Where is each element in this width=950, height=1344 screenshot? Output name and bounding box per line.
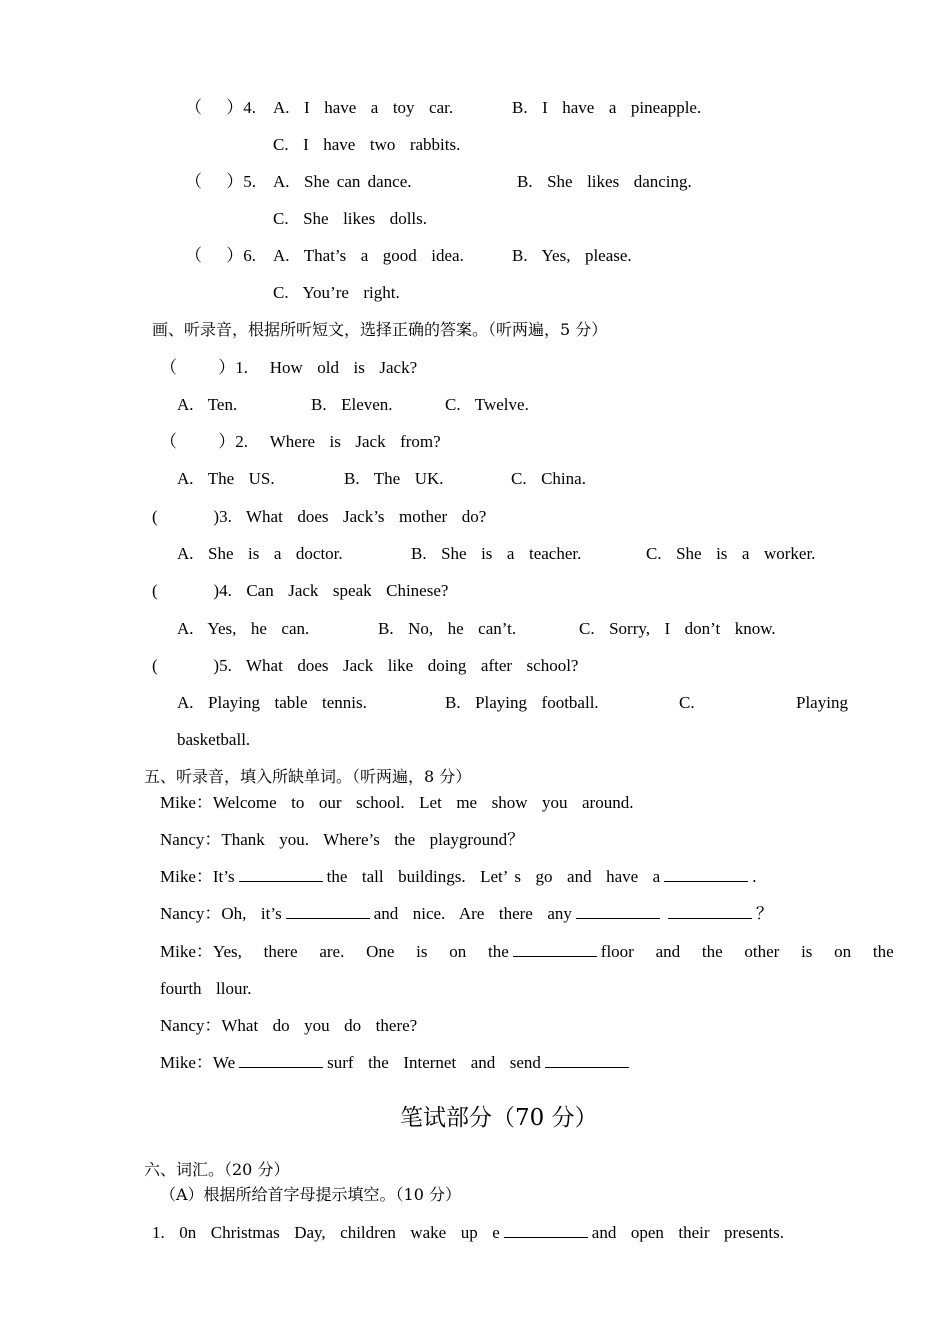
dialog-line-2: Nancy：Thank you. Where’s the playground？ <box>160 830 525 849</box>
q5-number: （ ）5. <box>185 172 256 191</box>
s4-q5-c-cont: basketball. <box>177 730 251 749</box>
s4-q4-b: B. No, he can’t. <box>378 619 517 638</box>
q6-option-b: B. Yes, please. <box>512 246 632 265</box>
s4-q5-b: B. Playing football. <box>445 693 599 712</box>
s4-q1-stem: （ ）1. How old is Jack? <box>160 358 418 377</box>
dialog-line-6: fourth llour. <box>160 979 252 998</box>
q5-option-c: C. She likes dolls. <box>273 209 428 228</box>
dialog-line-3-part2: the tall buildings. Let’ s go and have a <box>326 867 661 886</box>
s4-q3-b: B. She is a teacher. <box>411 544 582 563</box>
q4-number: （ ）4. <box>185 98 256 117</box>
s4-q3-c: C. She is a worker. <box>646 544 816 563</box>
s4-q5-c-word: Playing <box>796 693 848 712</box>
dialog-line-4-part3: ？ <box>755 904 773 923</box>
dialog-line-7: Nancy：What do you do there? <box>160 1016 418 1035</box>
section5-heading: 五、听录音，填入所缺单词。（听两遍，8 分） <box>144 767 472 786</box>
dialog-line-3 <box>160 866 756 888</box>
answer-blank[interactable] <box>576 904 660 919</box>
vocab-q1-part1: 1. 0n Christmas Day, children wake up e <box>152 1223 500 1242</box>
s4-q3-stem: ( )3. What does Jack’s mother do? <box>152 507 487 526</box>
answer-blank[interactable] <box>239 867 323 882</box>
section4-heading: 画、听录音，根据所听短文，选择正确的答案。（听两遍，5 分） <box>152 320 608 339</box>
q4-option-a: A. I have a toy car. <box>273 98 454 117</box>
s4-q2-c: C. China. <box>511 469 586 488</box>
section6-heading: 六、词汇。（20 分） <box>144 1160 290 1179</box>
s4-q2-a: A. The US. <box>177 469 275 488</box>
answer-blank[interactable] <box>664 867 748 882</box>
s4-q4-c: C. Sorry, I don’t know. <box>579 619 776 638</box>
dialog-line-8-part1: Mike：We <box>160 1053 236 1072</box>
s4-q2-stem: （ ）2. Where is Jack from? <box>160 432 441 451</box>
answer-blank[interactable] <box>513 942 597 957</box>
dialog-line-5 <box>160 941 894 963</box>
dialog-line-5-part1: Mike：Yes, there are. One is on the <box>160 942 509 961</box>
answer-blank[interactable] <box>286 904 370 919</box>
written-part-title: 笔试部分（70 分） <box>400 1105 598 1131</box>
s4-q4-a: A. Yes, he can. <box>177 619 310 638</box>
answer-blank[interactable] <box>504 1223 588 1238</box>
q5-option-a: A. She can dance. <box>273 172 412 191</box>
part-a-heading: （A）根据所给首字母提示填空。（10 分） <box>160 1185 462 1204</box>
dialog-line-3-part1: Mike：It’s <box>160 867 235 886</box>
answer-blank[interactable] <box>668 904 752 919</box>
q5-option-b: B. She likes dancing. <box>517 172 692 191</box>
answer-blank[interactable] <box>545 1053 629 1068</box>
q4-option-c: C. I have two rabbits. <box>273 135 461 154</box>
dialog-line-5-part2: floor and the other is on the <box>600 942 894 961</box>
dialog-line-3-part3: . <box>752 867 757 886</box>
s4-q5-a: A. Playing table tennis. <box>177 693 367 712</box>
s4-q5-c-letter: C. <box>679 693 695 712</box>
dialog-line-4-part2: and nice. Are there any <box>373 904 572 923</box>
s4-q5-stem: ( )5. What does Jack like doing after school? <box>152 656 579 675</box>
q6-option-a: A. That’s a good idea. <box>273 246 464 265</box>
q4-option-b: B. I have a pineapple. <box>512 98 702 117</box>
s4-q1-c: C. Twelve. <box>445 395 529 414</box>
q6-number: （ ）6. <box>185 246 256 265</box>
s4-q3-a: A. She is a doctor. <box>177 544 343 563</box>
q6-option-c: C. You’re right. <box>273 283 400 302</box>
dialog-line-8 <box>160 1052 633 1074</box>
s4-q1-b: B. Eleven. <box>311 395 393 414</box>
answer-blank[interactable] <box>239 1053 323 1068</box>
dialog-line-8-part2: surf the Internet and send <box>327 1053 541 1072</box>
s4-q2-b: B. The UK. <box>344 469 444 488</box>
dialog-line-4 <box>160 903 773 925</box>
dialog-line-4-part1: Nancy：Oh, it’s <box>160 904 282 923</box>
vocab-q1-part2: and open their presents. <box>591 1223 784 1242</box>
dialog-line-1: Mike：Welcome to our school. Let me show you around. <box>160 793 634 812</box>
s4-q4-stem: ( )4. Can Jack speak Chinese? <box>152 581 449 600</box>
s4-q1-a: A. Ten. <box>177 395 238 414</box>
vocab-q1 <box>152 1222 784 1244</box>
